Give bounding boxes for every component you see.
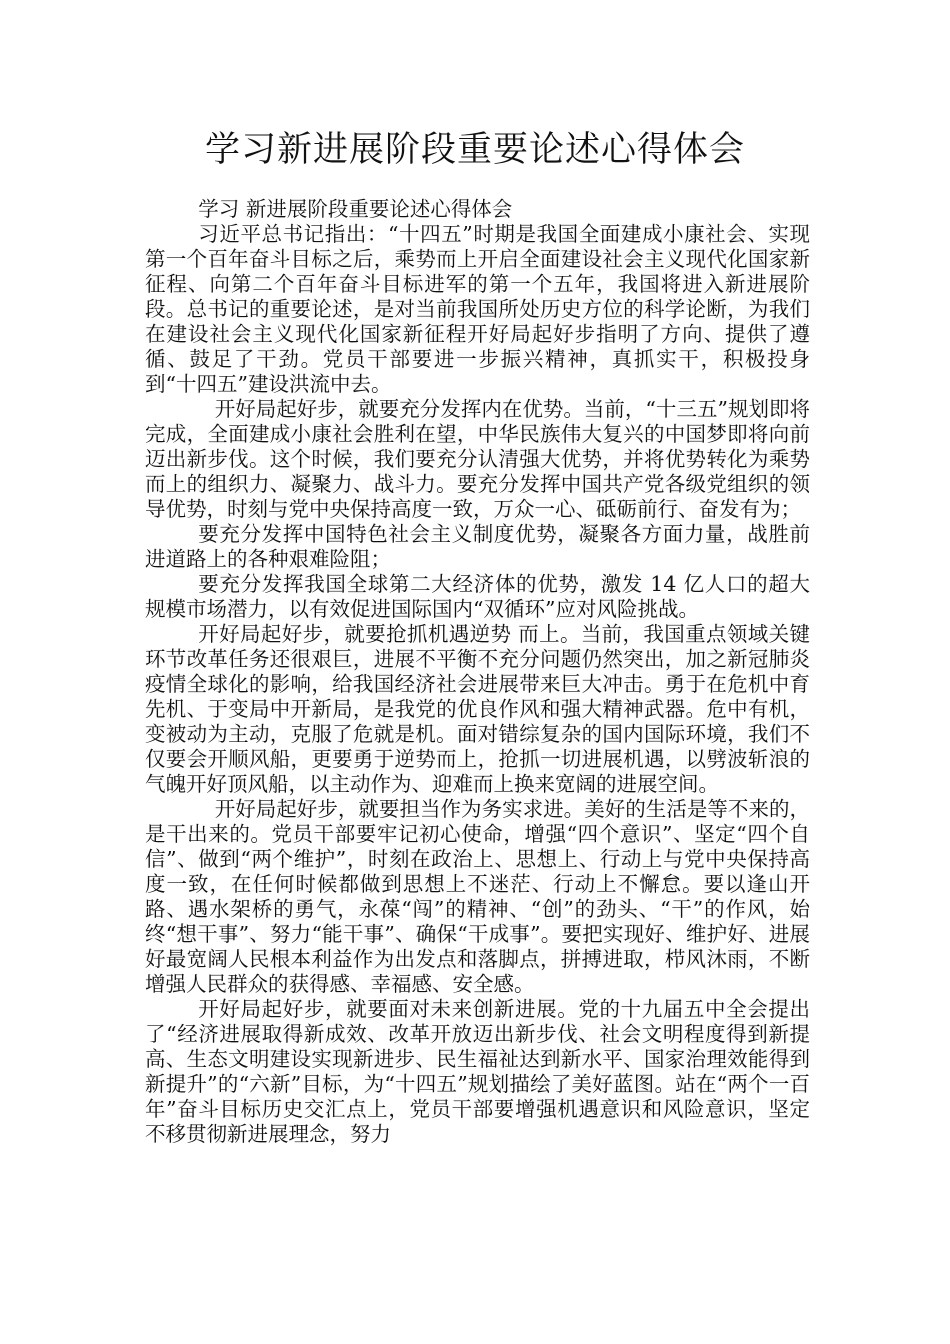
paragraph-1: 习近平总书记指出：“十四五”时期是我国全面建成小康社会、实现第一个百年奋斗目标之后，乘势而上开启全面建设社会主义现代化国家新征程、向第二个百年奋斗目标进军的第一个五年，我国将进入新进展阶段。总书记的重要论述，是对当前我国所处历史方位的科学论断，为我们在建设社会主义现代化国家新征程开好局起好步指明了方向、提供了遵循、鼓足了干劲。党员干部要进一步振兴精神，真抓实干，积极投身到“十四五”建设洪流中去。 — [145, 222, 810, 396]
paragraph-4: 要充分发挥我国全球第二大经济体的优势，激发 14 亿人口的超大规模市场潜力，以有效促进国际国内“双循环”应对风险挑战。 — [145, 572, 810, 621]
paragraph-3: 要充分发挥中国特色社会主义制度优势，凝聚各方面力量，战胜前进道路上的各种艰难险阻； — [145, 522, 810, 571]
document-title: 学习新进展阶段重要论述心得体会 — [204, 130, 745, 170]
document-subtitle: 学习 新进展阶段重要论述心得体会 — [198, 197, 513, 221]
paragraph-7: 开好局起好步，就要面对未来创新进展。党的十九届五中全会提出了“经济进展取得新成效、改革开放迈出新步伐、社会文明程度得到新提高、生态文明建设实现新进步、民生福祉达到新水平、国家治理效能得到新提升”的“六新”目标，为“十四五”规划描绘了美好蓝图。站在“两个一百年”奋斗目标历史交汇点上，党员干部要增强机遇意识和风险意识，坚定不移贯彻新进展理念，努力 — [145, 997, 810, 1146]
paragraph-5: 开好局起好步，就要抢抓机遇逆势 而上。当前，我国重点领域关键环节改革任务还很艰巨，进展不平衡不充分问题仍然突出，加之新冠肺炎疫情全球化的影响，给我国经济社会进展带来巨大冲击。勇于在危机中育先机、于变局中开新局，是我党的优良作风和强大精神武器。危中有机，变被动为主动，克服了危就是机。面对错综复杂的国内国际环境，我们不仅要会开顺风船，更要勇于逆势而上，抢抓一切进展机遇，以劈波斩浪的气魄开好顶风船，以主动作为、迎难而上换来宽阔的进展空间。 — [145, 622, 810, 796]
paragraph-2: 开好局起好步，就要充分发挥内在优势。当前，“十三五”规划即将完成，全面建成小康社会胜利在望，中华民族伟大复兴的中国梦即将向前迈出新步伐。这个时候，我们要充分认清强大优势，并将优势转化为乘势而上的组织力、凝聚力、战斗力。要充分发挥中国共产党各级党组织的领导优势，时刻与党中央保持高度一致，万众一心、砥砺前行、奋发有为； — [145, 397, 810, 521]
paragraph-6: 开好局起好步，就要担当作为务实求进。美好的生活是等不来的，是干出来的。党员干部要牢记初心使命，增强“四个意识”、坚定“四个自信”、做到“两个维护”，时刻在政治上、思想上、行动上与党中央保持高度一致，在任何时候都做到思想上不迷茫、行动上不懈怠。要以逢山开路、遇水架桥的勇气，永葆“闯”的精神、“创”的劲头、“干”的作风，始终“想干事”、努力“能干事”、确保“干成事”。要把实现好、维护好、进展好最宽阔人民根本利益作为出发点和落脚点，拼搏进取，栉风沐雨，不断增强人民群众的获得感、幸福感、安全感。 — [145, 797, 810, 996]
document-body — [145, 197, 810, 1147]
